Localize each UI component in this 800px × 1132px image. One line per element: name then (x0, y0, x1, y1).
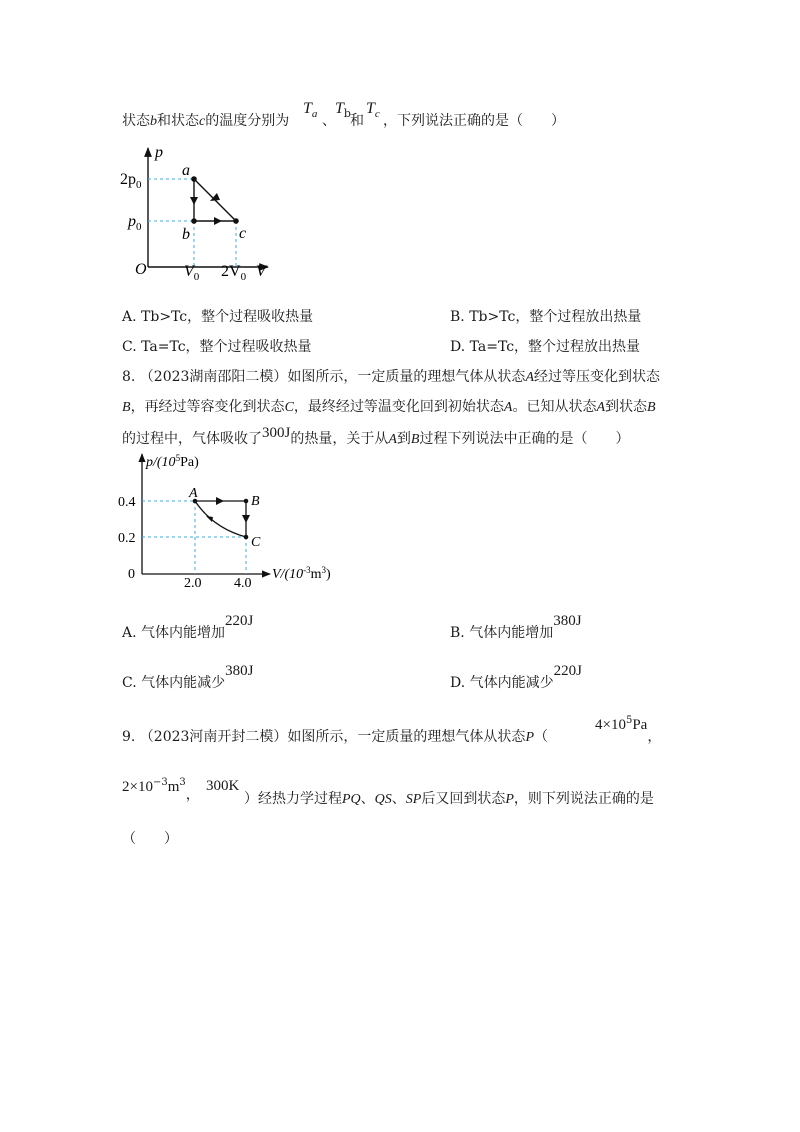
q8-option-d[interactable]: D. 气体内能减少220J (450, 663, 582, 691)
q7-point-c: c (239, 225, 247, 242)
q8-axis-V-label: $V/(10^{-3}m^3)$ (272, 565, 331, 582)
q9-stem-line2: ）经热力学过程PQ、QS、SP后又回到状态P，则下列说法正确的是 (244, 791, 654, 807)
q7-axis-p-label: p (155, 144, 163, 161)
q7-temp-Tc: $T_c$ (366, 100, 380, 121)
q8-stem-line3: 的过程中，气体吸收了300J的热量，关于从A到B过程下列说法中正确的是（ ） (122, 425, 630, 447)
q8-stem-line2: B，再经过等容变化到状态C，最终经过等温变化回到初始状态A。已知从状态A到状态B (122, 399, 656, 415)
q8-option-a[interactable]: A. 气体内能增加220J (122, 613, 254, 641)
q8-point-A: A (189, 486, 198, 501)
q7-pv-graph (118, 142, 288, 282)
q7-temp-Tb: $T_b$ (335, 100, 351, 121)
q7-option-d[interactable]: D. Ta=Tc，整个过程放出热量 (450, 339, 641, 355)
q8-tick-y2: 0.2 (118, 531, 136, 546)
q9-value-temperature: 300K (206, 778, 240, 794)
q7-tick-V0: $V_0$ (184, 263, 200, 282)
q8-option-b[interactable]: B. 气体内能增加380J (450, 613, 582, 641)
q7-option-c[interactable]: C. Ta=Tc，整个过程吸收热量 (122, 339, 312, 355)
q7-tick-2p0: $2p_0$ (120, 171, 142, 191)
q7-axis-V-label: V (256, 263, 266, 280)
q9-value-pressure: $4\times 10^5Pa$， (595, 715, 662, 745)
q7-origin: O (135, 261, 147, 278)
q7-option-a[interactable]: A. Tb>Tc，整个过程吸收热量 (122, 309, 314, 325)
q8-tick-x1: 2.0 (184, 576, 202, 590)
q7-point-b: b (182, 226, 190, 243)
q7-sep: 、 (322, 113, 336, 129)
q8-point-C: C (251, 535, 261, 550)
q8-axis-p-label: $p/(10^5Pa)$ (146, 453, 199, 470)
q8-option-c[interactable]: C. 气体内能减少380J (122, 663, 254, 691)
q7-stem: 状态b和状态c的温度分别为 (122, 113, 290, 129)
q8-origin: 0 (128, 567, 135, 582)
q9-stem-line1: 9. （2023河南开封二模）如图所示，一定质量的理想气体从状态P（ (122, 729, 548, 745)
q7-and: 和 (350, 113, 364, 129)
q7-tail: ，下列说法正确的是（ ） (383, 113, 565, 129)
q7-temp-Ta: $T_a$ (303, 100, 318, 121)
q7-tick-2V0: $2V_0$ (221, 263, 247, 282)
q9-answer-blank: （ ） (122, 831, 178, 847)
q9-value-volume: $2\times 10^{-3}m^3$， (122, 777, 200, 803)
q8-stem-line1: 8. （2023湖南邵阳二模）如图所示，一定质量的理想气体从状态A经过等压变化到状态 (122, 369, 660, 385)
q7-option-b[interactable]: B. Tb>Tc，整个过程放出热量 (450, 309, 642, 325)
q8-pv-graph (118, 450, 358, 590)
q7-point-a: a (182, 162, 190, 179)
q8-tick-y1: 0.4 (118, 495, 136, 510)
q8-point-B: B (251, 494, 260, 509)
q8-tick-x2: 4.0 (234, 576, 252, 590)
q7-tick-p0: $p_0$ (128, 213, 142, 233)
